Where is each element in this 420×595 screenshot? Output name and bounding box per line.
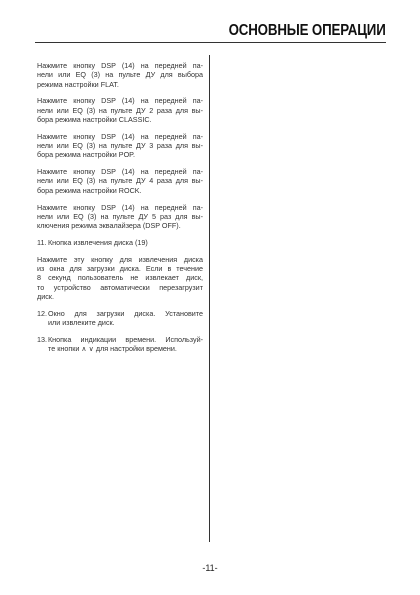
paragraph-eject xyxy=(37,255,203,301)
text-line: то устройство автоматически перезагрузит xyxy=(37,282,203,292)
text-line: бора режима настройки POP. xyxy=(37,150,136,160)
item-text xyxy=(48,335,203,354)
text-line: диск. xyxy=(37,291,54,301)
header-rule xyxy=(35,42,386,43)
text-line: нели или EQ (3) на пульте ДУ 5 раз для вы- xyxy=(37,211,203,221)
item-number: 13. xyxy=(37,334,47,344)
list-item-11 xyxy=(37,238,203,247)
text-line: Нажмите кнопку DSP (14) на передней па- xyxy=(37,61,203,70)
list-item-12 xyxy=(37,309,203,328)
item-text: Кнопка извлечения диска (19) xyxy=(48,237,148,247)
text-line: нели или EQ (3) на пульте ДУ 2 раза для вы- xyxy=(37,105,203,115)
text-line: Нажмите кнопку DSP (14) на передней па- xyxy=(37,96,203,106)
paragraph-flat xyxy=(37,61,203,89)
text-line: нели или EQ (3) на пульте ДУ для выбора xyxy=(37,70,203,80)
item-text xyxy=(48,309,203,328)
section-title: ОСНОВНЫЕ ОПЕРАЦИИ xyxy=(228,22,386,39)
text-line: Нажмите кнопку DSP (14) на передней па- xyxy=(37,131,203,141)
text-line: 8 секунд пользователь не извлекает диск, xyxy=(37,273,203,283)
text-line: или извлеките диск. xyxy=(48,318,115,328)
paragraph-classic xyxy=(37,96,203,124)
text-line: нели или EQ (3) на пульте ДУ 3 раза для вы- xyxy=(37,141,203,151)
main-text-column xyxy=(37,61,203,361)
text-line: Нажмите эту кнопку для извлечения диска xyxy=(37,254,203,264)
text-line: Окно для загрузки диска. Установите xyxy=(48,308,203,318)
text-line: из окна для загрузки диска. Если в течение xyxy=(37,264,203,274)
text-line: нели или EQ (3) на пульте ДУ 4 раза для вы- xyxy=(37,176,203,186)
text-line: бора режима настройки ROCK. xyxy=(37,185,142,195)
page-number: -11- xyxy=(202,563,218,573)
paragraph-rock xyxy=(37,167,203,195)
text-line: Кнопка индикации времени. Используй- xyxy=(48,334,203,344)
paragraph-pop xyxy=(37,132,203,160)
text-line: те кнопки ∧ ∨ для настройки времени. xyxy=(48,344,177,354)
text-line: Нажмите кнопку DSP (14) на передней па- xyxy=(37,202,203,212)
paragraph-dsp-off xyxy=(37,203,203,231)
text-line: бора режима настройки CLASSIC. xyxy=(37,114,152,124)
column-divider xyxy=(209,55,210,542)
item-number: 12. xyxy=(37,308,47,318)
text-line: Нажмите кнопку DSP (14) на передней па- xyxy=(37,167,203,177)
list-item-13 xyxy=(37,335,203,354)
item-number: 11. xyxy=(37,237,47,247)
text-line: ключения режима эквалайзера (DSP OFF). xyxy=(37,221,181,231)
text-line: режима настройки FLAT. xyxy=(37,79,119,89)
